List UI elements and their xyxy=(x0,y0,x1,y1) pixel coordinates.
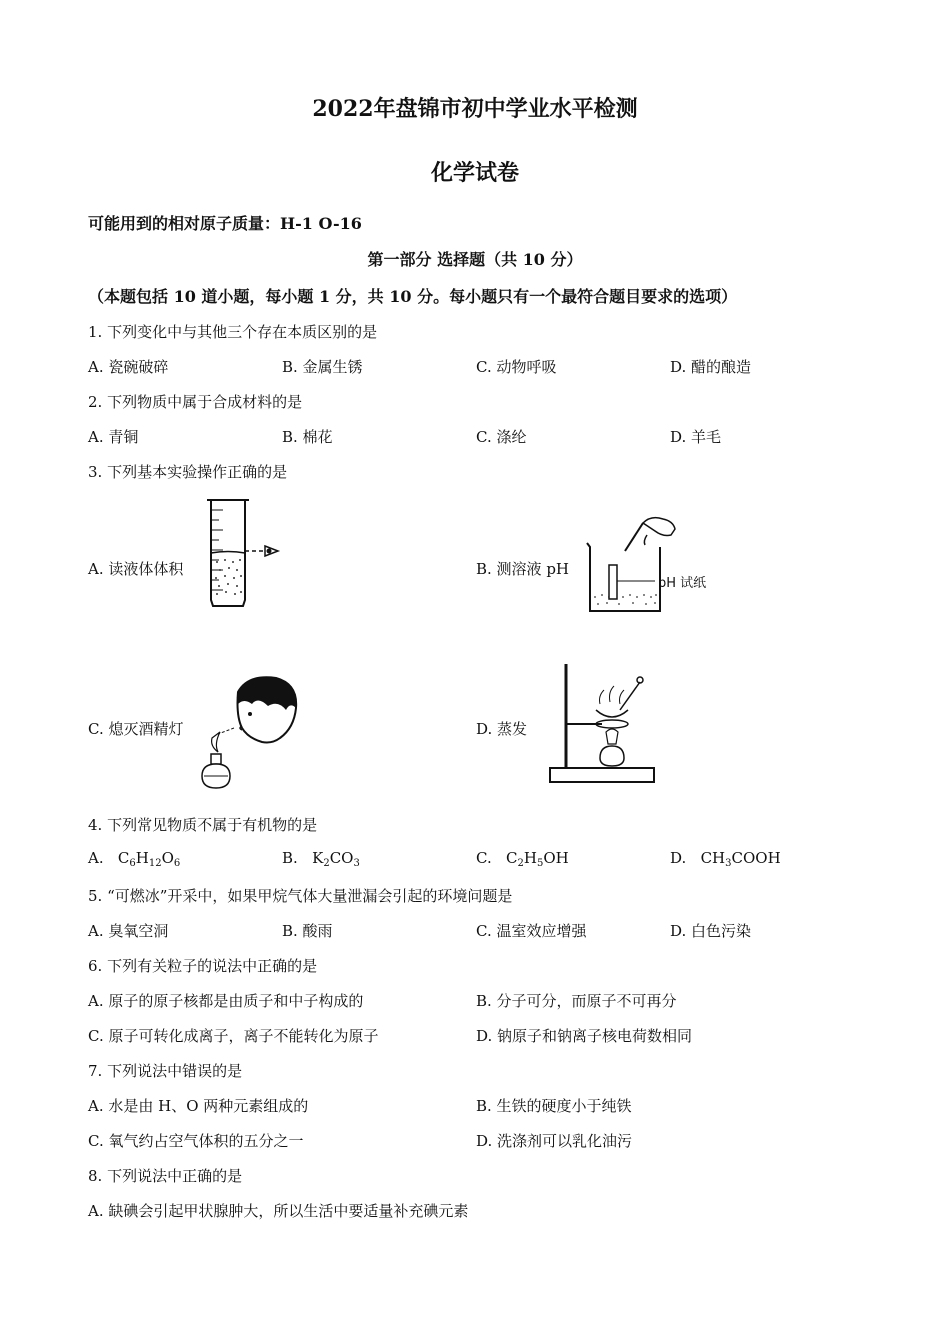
question-stem: 2. 下列物质中属于合成材料的是 xyxy=(88,393,303,411)
option-a[interactable]: A. 瓷碗破碎 xyxy=(88,358,169,376)
option-b[interactable]: B. 金属生锈 xyxy=(282,358,363,376)
option-a[interactable]: A. 原子的原子核都是由质子和中子构成的 xyxy=(88,992,364,1010)
option-d[interactable]: D. 白色污染 xyxy=(670,922,752,940)
question-stem: 1. 下列变化中与其他三个存在本质区别的是 xyxy=(88,323,378,341)
option-c[interactable]: C. 涤纶 xyxy=(476,428,527,446)
option-c[interactable]: C. 熄灭酒精灯 xyxy=(88,720,184,738)
option-b[interactable]: B. 生铁的硬度小于纯铁 xyxy=(476,1097,632,1115)
option-a[interactable]: A. 缺碘会引起甲状腺肿大，所以生活中要适量补充碘元素 xyxy=(88,1202,469,1220)
option-d[interactable]: D. 蒸发 xyxy=(476,720,528,738)
option-b[interactable]: B. 测溶液 pH xyxy=(476,560,570,578)
option-c[interactable]: C. 动物呼吸 xyxy=(476,358,557,376)
option-d[interactable]: D. 醋的酿造 xyxy=(670,358,752,376)
question-stem: 7. 下列说法中错误的是 xyxy=(88,1062,243,1080)
option-d[interactable]: D. $CH_3COOH$ xyxy=(670,849,781,869)
question-stem: 4. 下列常见物质不属于有机物的是 xyxy=(88,816,318,834)
option-d[interactable]: D. 洗涤剂可以乳化油污 xyxy=(476,1132,633,1150)
option-b[interactable]: B. 分子可分，而原子不可再分 xyxy=(476,992,677,1010)
option-c[interactable]: C. $C_2H_5OH$ xyxy=(476,849,569,869)
question-stem: 8. 下列说法中正确的是 xyxy=(88,1167,243,1185)
section-title: 第一部分 选择题（共 10 分） xyxy=(367,250,583,269)
option-d[interactable]: D. 钠原子和钠离子核电荷数相同 xyxy=(476,1027,693,1045)
option-c[interactable]: C. 温室效应增强 xyxy=(476,922,587,940)
boy-alcohol-lamp-figure xyxy=(198,672,308,792)
option-a[interactable]: A. 水是由 H、O 两种元素组成的 xyxy=(88,1097,309,1115)
beaker-ph-figure xyxy=(585,515,725,615)
option-b[interactable]: B. $K_2CO_3$ xyxy=(282,849,360,869)
option-a[interactable]: A. 读液体体积 xyxy=(88,560,184,578)
section-instruction: （本题包括 10 道小题，每小题 1 分，共 10 分。每小题只有一个最符合题目要求的选项） xyxy=(88,287,738,306)
ph-paper-label: pH 试纸 xyxy=(658,576,707,591)
option-a[interactable]: A. 臭氧空洞 xyxy=(88,922,169,940)
atomic-mass-note: 可能用到的相对原子质量：H-1 O-16 xyxy=(88,214,362,233)
exam-subtitle: 化学试卷 xyxy=(430,160,519,186)
option-d[interactable]: D. 羊毛 xyxy=(670,428,722,446)
option-b[interactable]: B. 棉花 xyxy=(282,428,333,446)
evaporation-figure xyxy=(548,660,658,786)
option-b[interactable]: B. 酸雨 xyxy=(282,922,333,940)
graduated-cylinder-figure xyxy=(205,496,290,610)
exam-title: 2022年盘锦市初中学业水平检测 xyxy=(312,96,638,122)
option-c[interactable]: C. 原子可转化成离子，离子不能转化为原子 xyxy=(88,1027,379,1045)
question-stem: 3. 下列基本实验操作正确的是 xyxy=(88,463,288,481)
question-stem: 6. 下列有关粒子的说法中正确的是 xyxy=(88,957,318,975)
option-a[interactable]: A. 青铜 xyxy=(88,428,139,446)
option-a[interactable]: A. $C_6H_{12}O_6$ xyxy=(88,849,181,869)
option-c[interactable]: C. 氧气约占空气体积的五分之一 xyxy=(88,1132,304,1150)
question-stem: 5. “可燃冰”开采中，如果甲烷气体大量泄漏会引起的环境问题是 xyxy=(88,887,513,905)
